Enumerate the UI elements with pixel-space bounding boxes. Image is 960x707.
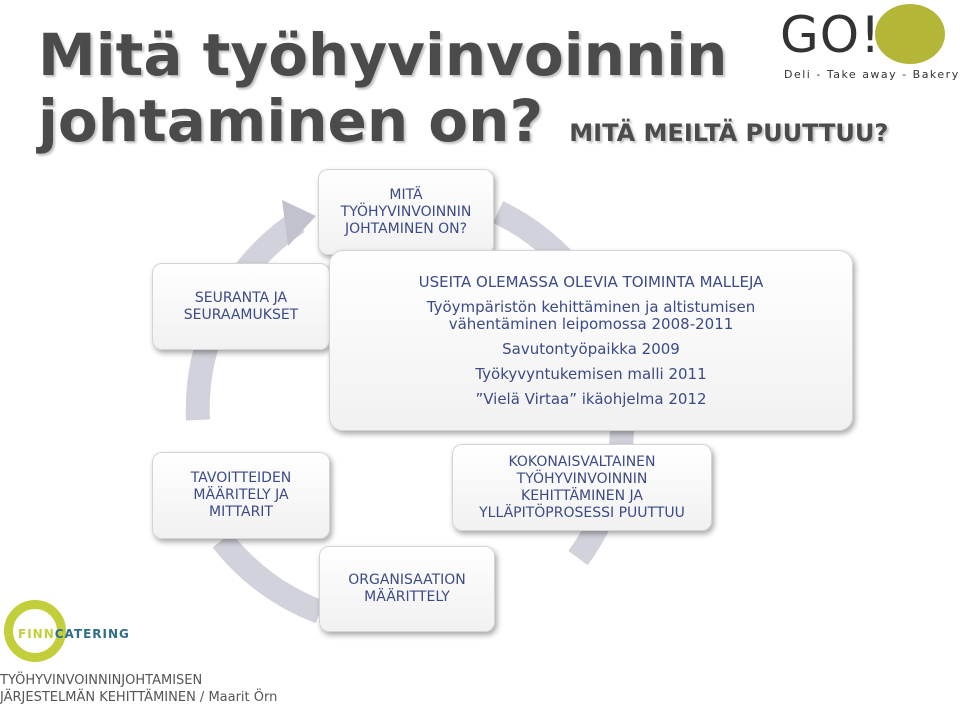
cycle-node-bottom-label: ORGANISAATION MÄÄRITTELY — [348, 572, 466, 605]
center-item-4: ”Vielä Virtaa” ikäohjelma 2012 — [475, 389, 707, 408]
center-item-1-line-2: vähentäminen leipomossa 2008-2011 — [448, 314, 734, 333]
finncatering-text-part-1: FINN — [18, 627, 55, 641]
ring-arc-lower-left — [222, 540, 320, 612]
go-logo-text: GO! — [780, 6, 882, 64]
center-item-2: Savutontyöpaikka 2009 — [502, 339, 680, 358]
finncatering-text — [18, 627, 130, 641]
title-line-1: Mitä työhyvinvoinnin — [38, 21, 728, 89]
cycle-node-top — [318, 169, 494, 255]
cycle-node-bottom-right-label: KOKONAISVALTAINEN TYÖHYVINVOINNIN KEHITTÄMINEN JA YLLÄPITÖPROSESSI PUUTTUU — [479, 453, 685, 521]
center-item-3: Työkyvyntukemisen malli 2011 — [475, 364, 707, 383]
go-logo-tagline: Deli - Take away - Bakery — [784, 68, 960, 81]
finncatering-text-part-2: CATERING — [54, 627, 130, 641]
cycle-node-center — [329, 250, 853, 431]
footer — [0, 672, 277, 706]
center-heading: USEITA OLEMASSA OLEVIA TOIMINTA MALLEJA — [418, 272, 764, 291]
title-subtitle: MITÄ MEILTÄ PUUTTUU? — [569, 119, 889, 147]
cycle-node-bottom-left — [152, 452, 330, 539]
cycle-node-bottom-right — [452, 444, 712, 531]
ring-arrowhead — [282, 200, 316, 246]
title-line-2: johtaminen on? — [38, 87, 544, 155]
cycle-node-bottom-left-label: TAVOITTEIDEN MÄÄRITELY JA MITTARIT — [190, 470, 292, 520]
footer-line-2: JÄRJESTELMÄN KEHITTÄMINEN / Maarit Örn — [0, 690, 278, 705]
center-item-1-line-1: Työympäristön kehittäminen ja altistumisen — [426, 297, 756, 316]
cycle-node-left — [152, 263, 330, 350]
cycle-node-left-label: SEURANTA JA SEURAAMUKSET — [183, 289, 299, 323]
finncatering-logo — [2, 598, 152, 670]
footer-line-1: TYÖHYVINVOINNINJOHTAMISEN — [0, 673, 203, 688]
cycle-node-top-label: MITÄ TYÖHYVINVOINNIN JOHTAMINEN ON? — [340, 186, 472, 237]
cycle-node-bottom — [319, 546, 495, 632]
